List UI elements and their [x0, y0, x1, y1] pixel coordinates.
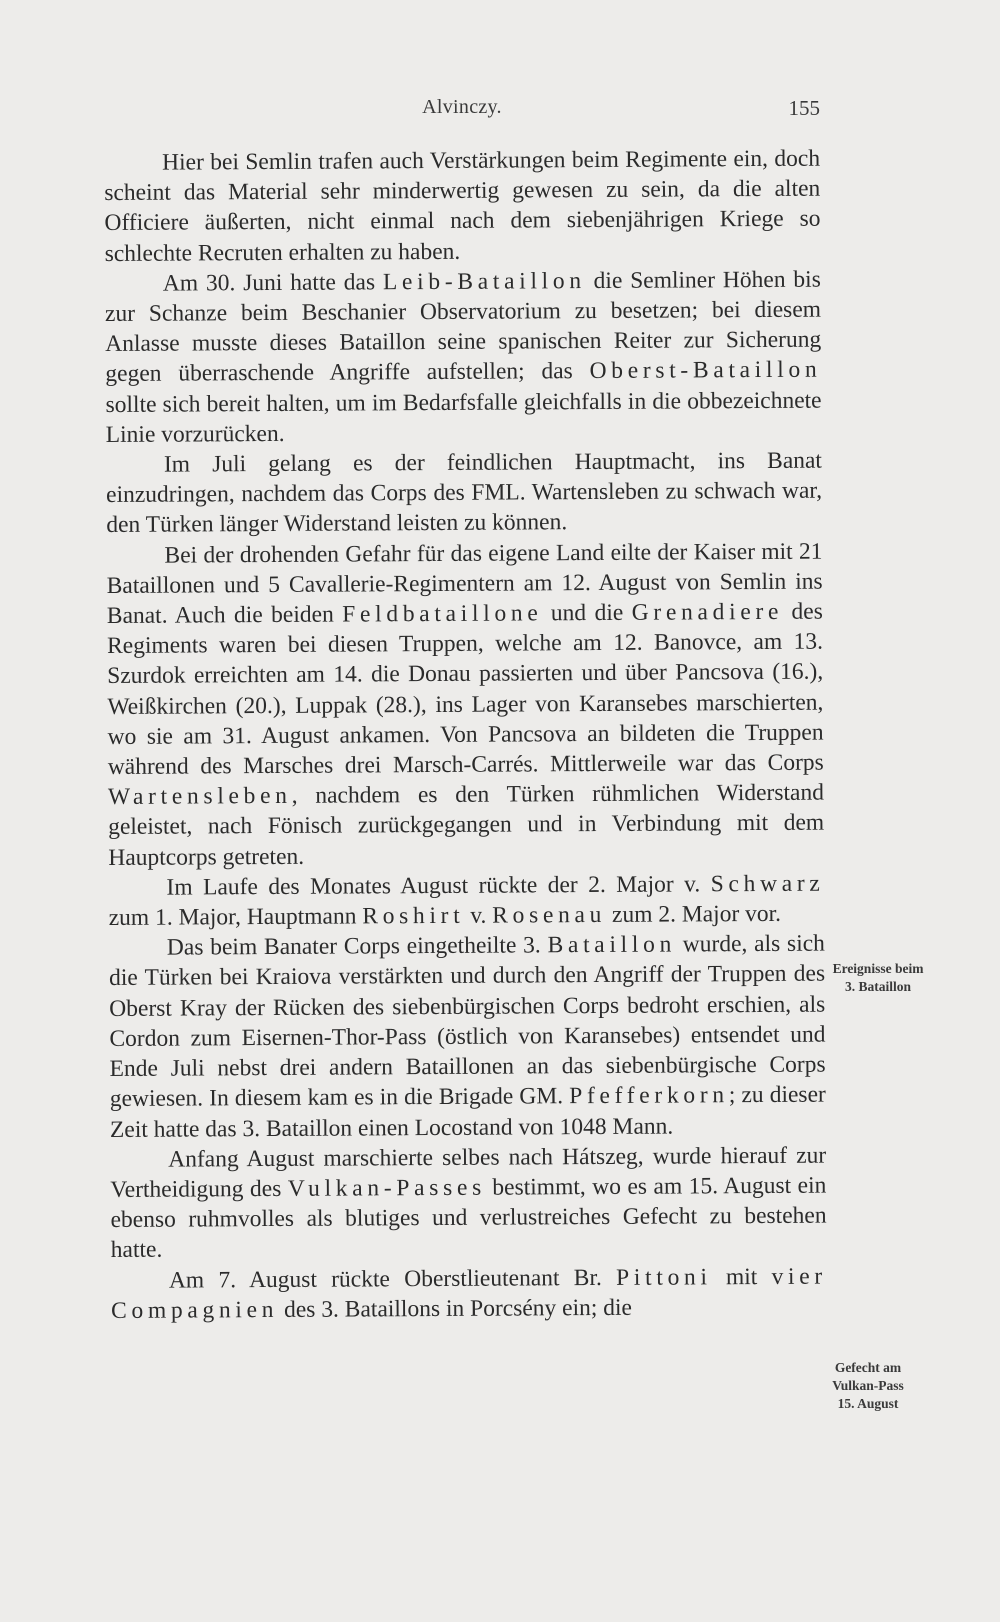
text-run: Hier bei Semlin trafen auch Verstärkungen beim Regimente ein, doch scheint das Material sehr minderwertig gewesen zu sein, da die alten Officiere äußerten, nicht einmal nach dem siebenjährigen Kriege so schlechte Recruten erhalten zu haben.	[104, 145, 821, 267]
spaced-emphasis: Vulkan-Passes	[287, 1174, 486, 1202]
margin-note-line: Ereignisse beim	[832, 961, 924, 976]
text-run: Am 7. August rückte Oberstlieutenant Br.	[168, 1264, 617, 1294]
spaced-emphasis: Pfefferkorn	[569, 1082, 729, 1110]
paragraph	[109, 929, 826, 1145]
paragraph	[111, 1261, 827, 1326]
text-run: bestimmt, wo es am 15. August ein ebenso ruhmvolles als blutiges und verlustreiches Gefecht zu bestehen hatte.	[110, 1172, 827, 1264]
page-header	[104, 96, 820, 126]
spaced-emphasis: Schwarz	[710, 870, 825, 898]
text-run: Anfang August marschierte selbes nach Hátszeg, wurde hierauf zur Vertheidigung des	[110, 1142, 827, 1203]
margin-note-line: Vulkan-Pass	[832, 1378, 904, 1393]
paragraph	[110, 1140, 827, 1265]
text-run: zum 2. Major vor.	[606, 900, 782, 929]
spaced-emphasis: vier Compagnien	[111, 1263, 827, 1324]
text-run: des 3. Bataillons in Porcsény ein; die	[278, 1294, 633, 1323]
text-run: und die	[542, 599, 632, 627]
margin-note-line: 15. August	[837, 1396, 899, 1411]
text-run: sollte sich bereit halten, um im Bedarfsfalle gleichfalls in die obbezeichnete Linie vorzurücken.	[105, 387, 822, 448]
spaced-emphasis: Wartensleben	[107, 783, 292, 811]
margin-note-line: Gefecht am	[834, 1360, 902, 1375]
paragraph	[105, 264, 822, 450]
spaced-emphasis: Oberst-Bataillon	[589, 357, 822, 385]
text-run: , nachdem es den Türken rühmlichen Widerstand geleistet, nach Fönisch zurückgegangen und in Verbindung mit dem Hauptcorps getreten.	[108, 779, 825, 871]
text-run: mit	[711, 1263, 772, 1290]
text-run: v.	[464, 902, 493, 929]
paragraph	[106, 536, 824, 873]
running-head: Alvinczy.	[422, 96, 502, 118]
spaced-emphasis: Roshirt	[362, 902, 465, 930]
text-run: wurde, als sich die Türken bei Kraiova verstärkten und durch den Angriff der Truppen des Oberst Kray der Rücken des siebenbürgischen Corps bedroht erschien, als Cordon zum Eisernen-Thor-Pass (östlich von Karansebes) entsendet und Ende Juli nebst drei andern Bataillonen an das siebenbürgische Corps gewiesen. In diesem kam es in die Brigade GM.	[108, 930, 826, 1113]
margin-note-line: 3. Bataillon	[844, 979, 911, 994]
spaced-emphasis: Bataillon	[547, 931, 677, 959]
text-run: Bei der drohenden Gefahr für das eigene Land eilte der Kaiser mit 21 Bataillonen und 5 Cavallerie-Regimentern am 12. August von Semlin ins Banat. Auch die beiden	[106, 538, 823, 630]
text-run: Im Juli gelang es der feindlichen Hauptmacht, ins Banat einzudringen, nachdem das Corps des FML. Wartensleben zu schwach war, den Türken länger Widerstand leisten zu können.	[106, 447, 823, 539]
text-run: ; zu dieser Zeit hatte das 3. Bataillon einen Locostand von 1048 Mann.	[109, 1081, 826, 1143]
spaced-emphasis: Grenadiere	[631, 598, 784, 626]
text-run: die Semliner Höhen bis zur Schanze beim Beschanier Observatorium zu besetzen; bei diesem Anlasse musste dieses Bataillon seine spanischen Reiter zur Sicherung gegen überraschende Angriffe aufstellen; das	[104, 266, 822, 388]
paragraph	[106, 446, 823, 541]
text-run: Im Laufe des Monates August rückte der 2. Major v.	[166, 871, 711, 901]
margin-note-vulkan-pass-battle	[812, 1359, 924, 1413]
text-run: Am 30. Juni hatte das	[162, 269, 383, 297]
spaced-emphasis: Feldbataillone	[342, 600, 543, 628]
margin-note-events-3rd-battalion	[822, 960, 934, 996]
page-number: 155	[788, 96, 820, 120]
paragraph	[104, 144, 821, 269]
spaced-emphasis: Rosenau	[492, 902, 607, 929]
text-run: Das beim Banater Corps eingetheilte 3.	[166, 932, 548, 961]
spaced-emphasis: Leib-Bataillon	[382, 267, 586, 296]
spaced-emphasis: Pittoni	[616, 1263, 712, 1291]
body-text	[104, 144, 827, 1326]
text-run: zum 1. Major, Hauptmann	[108, 903, 363, 932]
paragraph	[108, 868, 824, 933]
text-run: des Regiments waren bei diesen Truppen, welche am 12. Banovce, am 13. Szurdok erreichten am 14. die Donau passierten und über Pancsova (16.), Weißkirchen (20.), Luppak (28.), ins Lager von Karansebes marschierten, wo sie am 31. August ankamen. Von Pancsova an bildeten die Truppen während des Marsches drei Marsch-Carrés. Mittlerweile war das Corps	[106, 598, 824, 781]
